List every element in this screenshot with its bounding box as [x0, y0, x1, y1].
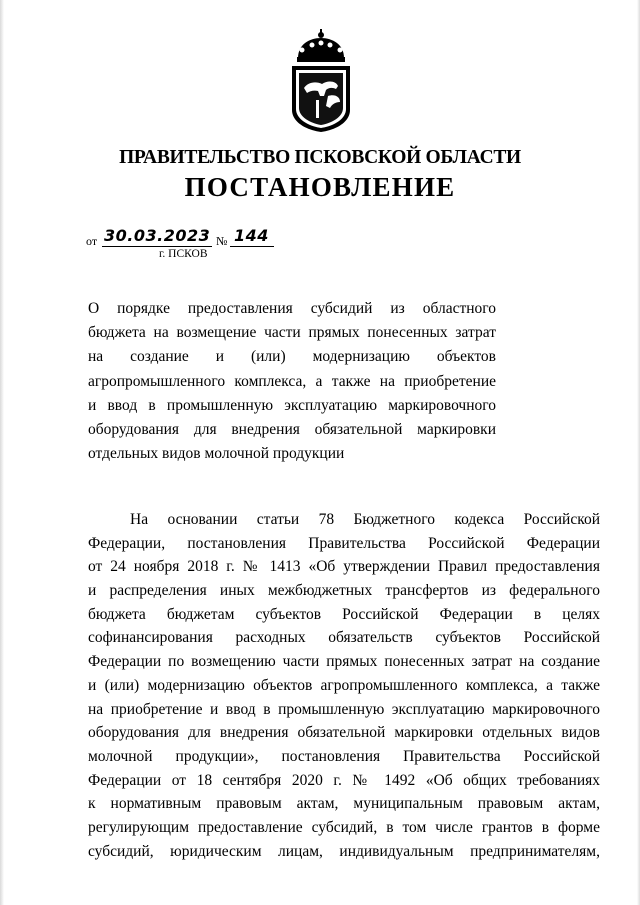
scan-edge-left	[0, 0, 4, 905]
document-subject	[88, 297, 496, 466]
subject-line: отдельных видов молочной продукции	[88, 445, 345, 463]
subject-line: О порядке предоставления субсидий из областного	[88, 300, 496, 317]
subject-line: и ввод в промышленную эксплуатацию маркировочного	[88, 396, 496, 414]
registration-line	[86, 226, 286, 250]
number-underline	[230, 246, 274, 247]
body-line: Федерации, постановления Правительства Российской Федерации	[88, 534, 600, 552]
body-line: и (или) модернизацию объектов агропромышленного комплекса, а также	[88, 676, 600, 694]
body-line: и распределения иных межбюджетных трансфертов из федерального	[88, 582, 600, 600]
subject-line: агропромышленного комплекса, а также на приобретение	[88, 372, 496, 390]
document-type-title: ПОСТАНОВЛЕНИЕ	[184, 172, 456, 202]
handwritten-date: 30.03.2023	[104, 226, 211, 245]
organization-title: ПРАВИТЕЛЬСТВО ПСКОВСКОЙ ОБЛАСТИ	[119, 147, 521, 168]
document-body	[88, 508, 600, 863]
body-line: бюджета бюджетам субъектов Российской Федерации в целях	[88, 605, 600, 623]
body-line: На основании статьи 78 Бюджетного кодекса Российской	[130, 511, 600, 528]
body-line: регулирующим предоставление субсидий, в том числе грантов в форме	[88, 818, 600, 836]
city-label: г. ПСКОВ	[159, 248, 208, 260]
date-underline	[102, 246, 212, 247]
number-label: №	[216, 234, 228, 248]
body-line: субсидий, юридическим лицам, индивидуальным предпринимателям,	[88, 842, 600, 860]
body-line: Федерации по возмещению части прямых понесенных затрат на создание	[88, 653, 600, 671]
subject-line: оборудования для внедрения обязательной маркировки	[88, 420, 496, 438]
body-line: софинансирования расходных обязательств субъектов Российской	[88, 629, 600, 647]
body-line: на приобретение и ввод в промышленную эксплуатацию маркировочного	[88, 700, 600, 718]
handwritten-number: 144	[234, 226, 269, 245]
coat-of-arms-icon	[288, 26, 354, 134]
date-label: от	[86, 234, 98, 248]
body-line: Федерации от 18 сентября 2020 г. № 1492 «Об общих требованиях	[88, 771, 600, 789]
body-line: от 24 ноября 2018 г. № 1413 «Об утверждении Правил предоставления	[88, 558, 600, 576]
subject-line: бюджета на возмещение части прямых понесенных затрат	[88, 324, 496, 342]
body-line: оборудования для внедрения обязательной маркировки отдельных видов	[88, 724, 600, 742]
subject-line: на создание и (или) модернизацию объектов	[88, 348, 496, 366]
body-line: молочной продукции», постановления Правительства Российской	[88, 747, 600, 765]
body-line: к нормативным правовым актам, муниципальным правовым актам,	[88, 795, 600, 813]
